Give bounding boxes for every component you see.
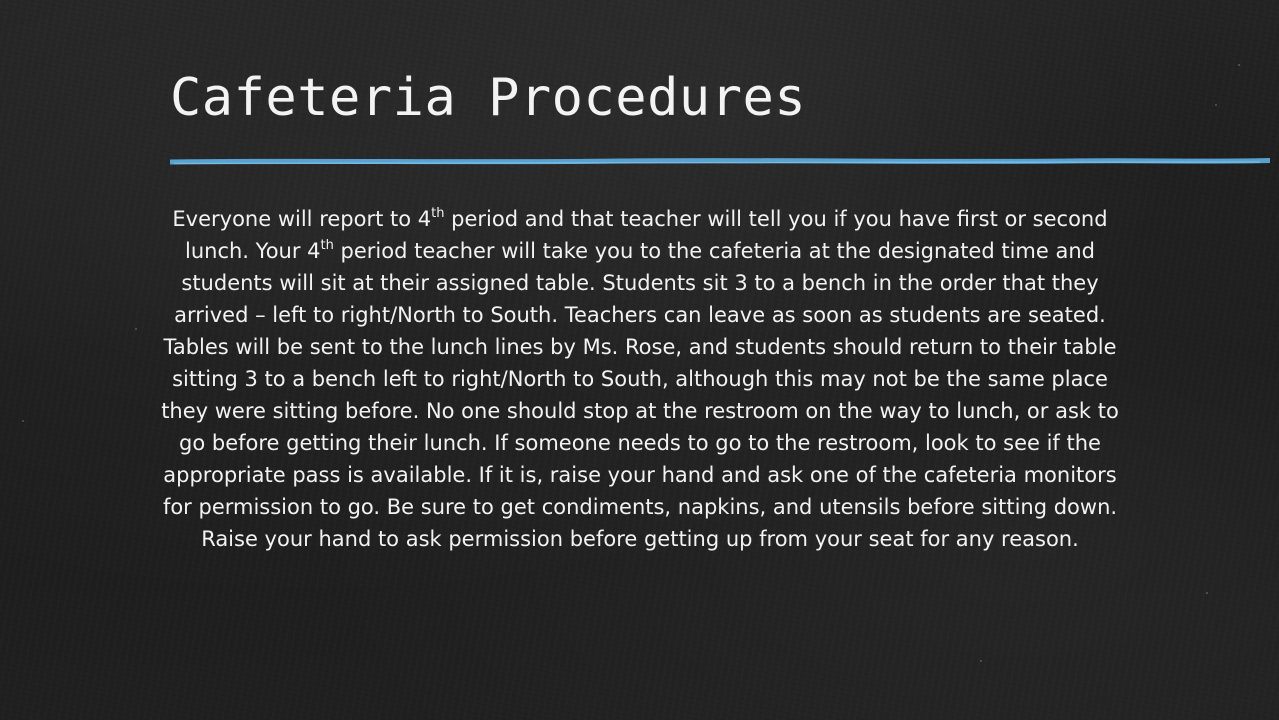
chalk-speck xyxy=(1206,592,1208,594)
body-text-part: period teacher will take you to the cafeteria at the designated time and students will sit at their assigned table. Students sit 3 to a bench in the order that they arrived – left to right/North to South. Teachers can leave as soon as students are seated. Tables will be sent to the lunch lines by Ms. Rose, and students should return to their table sitting 3 to a bench left to right/North to South, although this may not be the same place they were sitting before. No one should stop at the restroom on the way to lunch, or ask to go before getting their lunch. If someone needs to go to the restroom, look to see if the appropriate pass is available. If it is, raise your hand and ask one of the cafeteria monitors for permission to go. Be sure to get condiments, napkins, and utensils before sitting down. Raise your hand to ask permission before getting up from your seat for any reason. xyxy=(161,239,1119,551)
chalk-speck xyxy=(980,660,982,662)
ordinal-suffix: th xyxy=(431,206,445,221)
body-text-part: period and that teacher will tell you if you have first or second lunch. Your 4 xyxy=(185,207,1108,263)
chalk-speck xyxy=(22,420,24,422)
chalk-speck xyxy=(135,328,137,330)
title-underline xyxy=(170,157,1270,166)
chalk-speck xyxy=(1238,64,1240,66)
procedures-text xyxy=(160,203,1120,555)
body-text-part: Everyone will report to 4 xyxy=(172,207,432,231)
slide-title: Cafeteria Procedures xyxy=(170,68,807,128)
ordinal-suffix: th xyxy=(320,238,334,253)
chalk-speck xyxy=(1215,104,1217,106)
